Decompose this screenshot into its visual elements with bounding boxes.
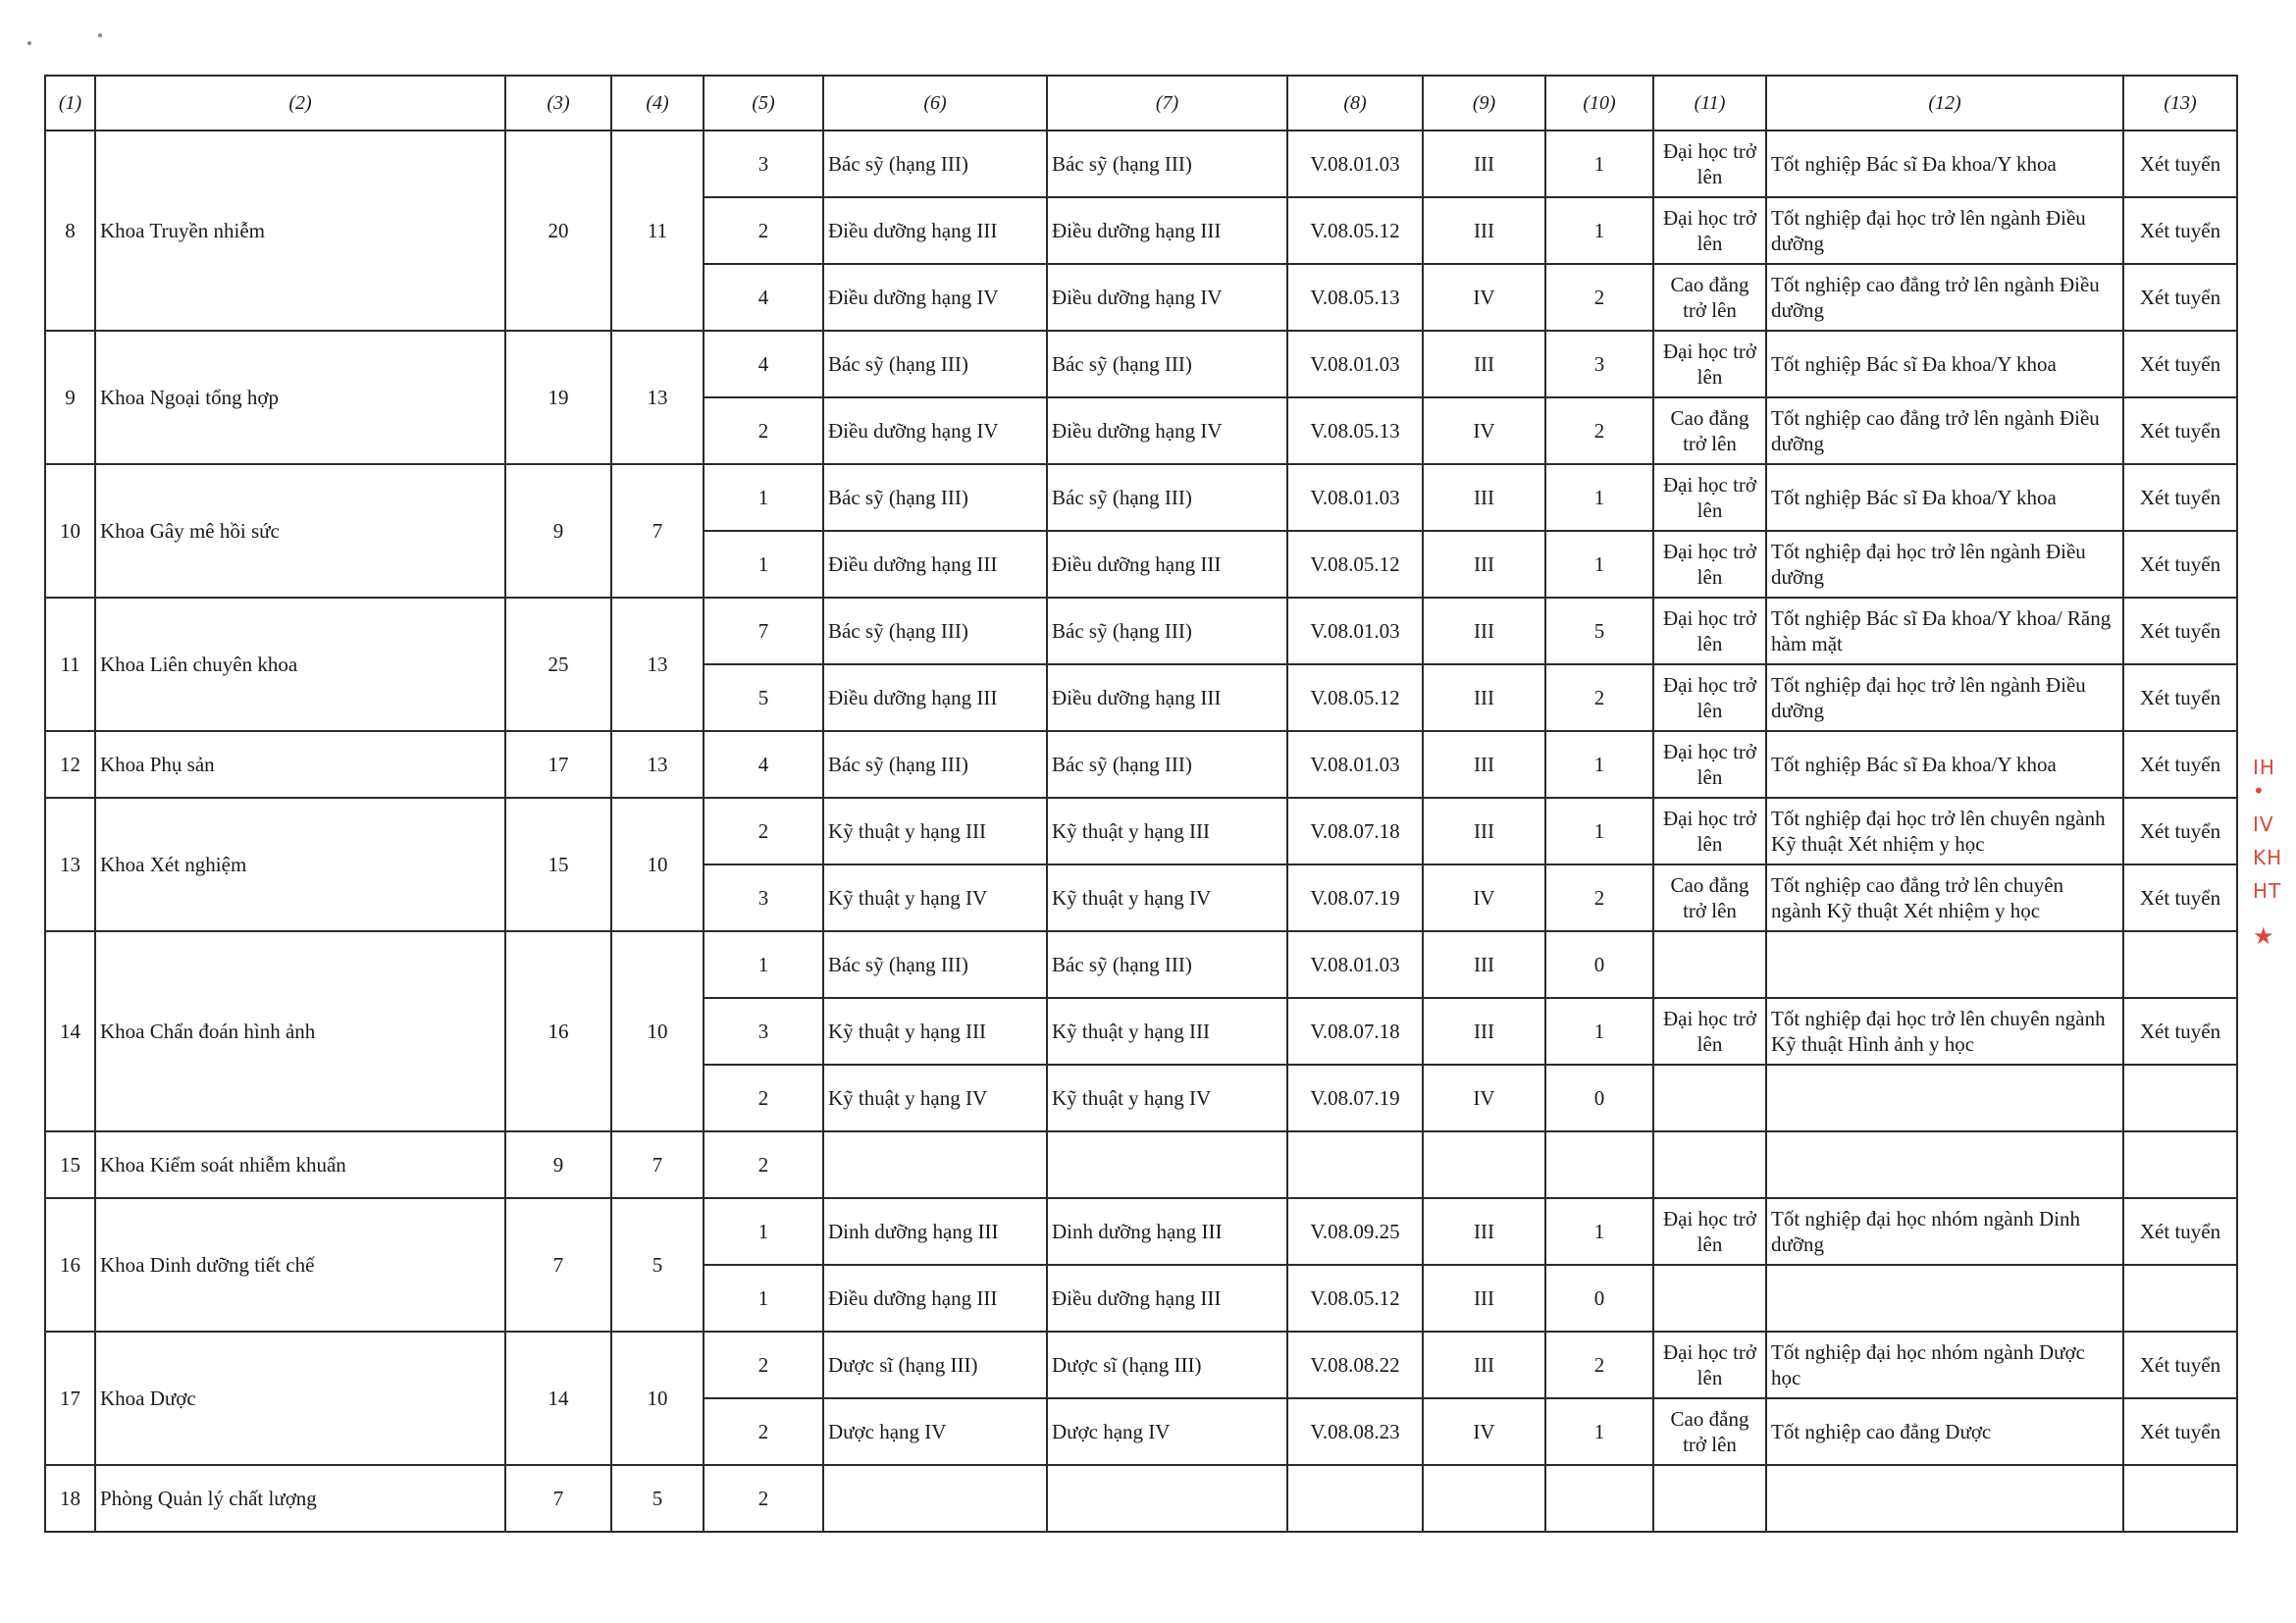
cell-education-level: Đại học trở lên [1653, 1198, 1766, 1265]
cell-rank-title: Điều dưỡng hạng III [1047, 197, 1287, 264]
cell-count: 4 [704, 264, 823, 331]
cell-stt: 13 [45, 798, 95, 931]
cell-requirement: Tốt nghiệp đại học trở lên ngành Điều dưỡng [1766, 531, 2123, 598]
cell-stt: 9 [45, 331, 95, 464]
cell-job-title: Kỹ thuật y hạng IV [823, 864, 1047, 931]
column-header: (9) [1423, 76, 1545, 131]
cell-rank: III [1423, 531, 1545, 598]
cell-method [2123, 1265, 2237, 1332]
cell-rank: III [1423, 1332, 1545, 1398]
cell-requirement: Tốt nghiệp Bác sĩ Đa khoa/Y khoa [1766, 731, 2123, 798]
cell-rank: III [1423, 664, 1545, 731]
cell-count: 1 [704, 931, 823, 998]
cell-rank-title: Điều dưỡng hạng IV [1047, 397, 1287, 464]
cell-need: 2 [1545, 864, 1653, 931]
cell-rank: III [1423, 331, 1545, 397]
cell-count: 1 [704, 1265, 823, 1332]
cell-rank-title: Kỹ thuật y hạng III [1047, 798, 1287, 864]
cell-need: 1 [1545, 197, 1653, 264]
cell-rank-code: V.08.05.12 [1287, 197, 1423, 264]
cell-count: 1 [704, 464, 823, 531]
cell-requirement [1766, 1465, 2123, 1532]
cell-rank-code: V.08.01.03 [1287, 931, 1423, 998]
cell-need: 1 [1545, 998, 1653, 1065]
cell-job-title: Kỹ thuật y hạng IV [823, 1065, 1047, 1131]
cell-education-level [1653, 1465, 1766, 1532]
cell-need: 2 [1545, 664, 1653, 731]
cell-count: 4 [704, 731, 823, 798]
cell-rank: III [1423, 931, 1545, 998]
cell-unit-name: Khoa Gây mê hồi sức [95, 464, 505, 598]
cell-method [2123, 1065, 2237, 1131]
cell-education-level: Cao đẳng trở lên [1653, 397, 1766, 464]
cell-job-title: Bác sỹ (hạng III) [823, 131, 1047, 197]
cell-staff-total: 19 [505, 331, 611, 464]
cell-education-level: Đại học trở lên [1653, 331, 1766, 397]
cell-rank-title: Bác sỹ (hạng III) [1047, 598, 1287, 664]
cell-rank-code: V.08.01.03 [1287, 331, 1423, 397]
cell-unit-name: Khoa Truyền nhiễm [95, 131, 505, 331]
cell-requirement [1766, 1265, 2123, 1332]
cell-method: Xét tuyển [2123, 264, 2237, 331]
cell-method: Xét tuyển [2123, 1398, 2237, 1465]
cell-method: Xét tuyển [2123, 998, 2237, 1065]
cell-requirement [1766, 1065, 2123, 1131]
column-header: (12) [1766, 76, 2123, 131]
cell-requirement: Tốt nghiệp đại học trở lên ngành Điều dưỡng [1766, 664, 2123, 731]
cell-rank-code: V.08.05.12 [1287, 1265, 1423, 1332]
cell-method: Xét tuyển [2123, 798, 2237, 864]
cell-count: 7 [704, 598, 823, 664]
cell-rank-title [1047, 1131, 1287, 1198]
cell-rank: IV [1423, 864, 1545, 931]
cell-need: 2 [1545, 397, 1653, 464]
table-row [45, 798, 2237, 864]
cell-count: 2 [704, 1332, 823, 1398]
cell-education-level: Đại học trở lên [1653, 664, 1766, 731]
scan-speck [98, 33, 102, 37]
column-header: (5) [704, 76, 823, 131]
cell-method: Xét tuyển [2123, 464, 2237, 531]
cell-need: 0 [1545, 1065, 1653, 1131]
column-header: (6) [823, 76, 1047, 131]
cell-education-level: Cao đẳng trở lên [1653, 1398, 1766, 1465]
cell-staff-present: 13 [611, 331, 704, 464]
cell-unit-name: Khoa Liên chuyên khoa [95, 598, 505, 731]
cell-unit-name: Khoa Dinh dưỡng tiết chế [95, 1198, 505, 1332]
cell-count: 2 [704, 197, 823, 264]
cell-rank-title: Điều dưỡng hạng III [1047, 664, 1287, 731]
column-header: (8) [1287, 76, 1423, 131]
cell-rank-title: Dinh dưỡng hạng III [1047, 1198, 1287, 1265]
cell-need: 1 [1545, 798, 1653, 864]
cell-staff-present: 10 [611, 1332, 704, 1465]
cell-unit-name: Khoa Xét nghiệm [95, 798, 505, 931]
cell-rank: III [1423, 1198, 1545, 1265]
stamp-text: HT [2253, 879, 2282, 903]
table-row [45, 931, 2237, 998]
cell-rank-code: V.08.07.18 [1287, 998, 1423, 1065]
cell-education-level [1653, 1131, 1766, 1198]
cell-education-level: Cao đẳng trở lên [1653, 264, 1766, 331]
cell-need: 0 [1545, 931, 1653, 998]
cell-need: 0 [1545, 1265, 1653, 1332]
cell-rank [1423, 1131, 1545, 1198]
cell-need: 2 [1545, 1332, 1653, 1398]
cell-rank-code: V.08.07.18 [1287, 798, 1423, 864]
cell-requirement: Tốt nghiệp Bác sĩ Đa khoa/Y khoa [1766, 331, 2123, 397]
stamp-text: KH [2253, 846, 2283, 869]
cell-rank-title: Điều dưỡng hạng III [1047, 531, 1287, 598]
cell-staff-present: 10 [611, 931, 704, 1131]
cell-need: 1 [1545, 1398, 1653, 1465]
cell-job-title: Điều dưỡng hạng IV [823, 397, 1047, 464]
cell-requirement: Tốt nghiệp đại học nhóm ngành Dược học [1766, 1332, 2123, 1398]
cell-rank: IV [1423, 1065, 1545, 1131]
cell-requirement: Tốt nghiệp cao đẳng trở lên ngành Điều dưỡng [1766, 264, 2123, 331]
cell-job-title: Bác sỹ (hạng III) [823, 331, 1047, 397]
cell-rank-code [1287, 1465, 1423, 1532]
cell-method: Xét tuyển [2123, 331, 2237, 397]
cell-staff-total: 7 [505, 1198, 611, 1332]
cell-staff-total: 17 [505, 731, 611, 798]
cell-requirement: Tốt nghiệp đại học trở lên chuyên ngành Kỹ thuật Xét nhiệm y học [1766, 798, 2123, 864]
cell-staff-present: 5 [611, 1465, 704, 1532]
cell-count: 2 [704, 397, 823, 464]
cell-education-level [1653, 931, 1766, 998]
cell-count: 3 [704, 998, 823, 1065]
cell-rank-code: V.08.07.19 [1287, 864, 1423, 931]
cell-need [1545, 1465, 1653, 1532]
cell-job-title: Bác sỹ (hạng III) [823, 731, 1047, 798]
cell-job-title: Kỹ thuật y hạng III [823, 998, 1047, 1065]
cell-requirement: Tốt nghiệp Bác sĩ Đa khoa/Y khoa [1766, 131, 2123, 197]
cell-method [2123, 1465, 2237, 1532]
cell-requirement: Tốt nghiệp Bác sĩ Đa khoa/Y khoa [1766, 464, 2123, 531]
cell-unit-name: Khoa Kiểm soát nhiễm khuẩn [95, 1131, 505, 1198]
cell-count: 2 [704, 1398, 823, 1465]
cell-rank-code: V.08.05.12 [1287, 531, 1423, 598]
cell-requirement: Tốt nghiệp đại học trở lên ngành Điều dưỡng [1766, 197, 2123, 264]
cell-education-level: Đại học trở lên [1653, 731, 1766, 798]
cell-method: Xét tuyển [2123, 1198, 2237, 1265]
cell-need: 1 [1545, 1198, 1653, 1265]
cell-rank-code: V.08.01.03 [1287, 464, 1423, 531]
cell-staff-total: 20 [505, 131, 611, 331]
cell-requirement: Tốt nghiệp cao đẳng Dược [1766, 1398, 2123, 1465]
cell-need: 1 [1545, 531, 1653, 598]
cell-method: Xét tuyển [2123, 197, 2237, 264]
cell-job-title: Dinh dưỡng hạng III [823, 1198, 1047, 1265]
cell-requirement: Tốt nghiệp cao đẳng trở lên chuyên ngành Kỹ thuật Xét nhiệm y học [1766, 864, 2123, 931]
cell-requirement [1766, 1131, 2123, 1198]
cell-job-title: Điều dưỡng hạng III [823, 1265, 1047, 1332]
cell-job-title: Bác sỹ (hạng III) [823, 598, 1047, 664]
cell-need [1545, 1131, 1653, 1198]
recruitment-table [44, 75, 2238, 1533]
cell-job-title: Dược hạng IV [823, 1398, 1047, 1465]
cell-method: Xét tuyển [2123, 1332, 2237, 1398]
cell-count: 1 [704, 1198, 823, 1265]
cell-education-level [1653, 1265, 1766, 1332]
column-header: (11) [1653, 76, 1766, 131]
stamp-text: IH • [2253, 756, 2275, 803]
table-row [45, 1198, 2237, 1265]
cell-education-level: Đại học trở lên [1653, 197, 1766, 264]
cell-requirement: Tốt nghiệp đại học trở lên chuyên ngành Kỹ thuật Hình ảnh y học [1766, 998, 2123, 1065]
red-seal-stamp [2253, 756, 2292, 1011]
cell-rank-code: V.08.05.13 [1287, 264, 1423, 331]
cell-count: 4 [704, 331, 823, 397]
table-row [45, 464, 2237, 531]
cell-need: 1 [1545, 131, 1653, 197]
cell-count: 3 [704, 131, 823, 197]
cell-education-level: Đại học trở lên [1653, 464, 1766, 531]
column-header: (13) [2123, 76, 2237, 131]
cell-staff-total: 9 [505, 1131, 611, 1198]
cell-job-title: Dược sĩ (hạng III) [823, 1332, 1047, 1398]
cell-need: 3 [1545, 331, 1653, 397]
cell-rank: III [1423, 464, 1545, 531]
cell-requirement: Tốt nghiệp đại học nhóm ngành Dinh dưỡng [1766, 1198, 2123, 1265]
cell-rank-title: Dược sĩ (hạng III) [1047, 1332, 1287, 1398]
table-row [45, 331, 2237, 397]
cell-staff-present: 5 [611, 1198, 704, 1332]
column-header: (10) [1545, 76, 1653, 131]
cell-job-title: Kỹ thuật y hạng III [823, 798, 1047, 864]
cell-education-level: Đại học trở lên [1653, 998, 1766, 1065]
cell-staff-present: 13 [611, 731, 704, 798]
cell-staff-total: 14 [505, 1332, 611, 1465]
cell-job-title: Điều dưỡng hạng III [823, 197, 1047, 264]
cell-rank: III [1423, 998, 1545, 1065]
cell-stt: 12 [45, 731, 95, 798]
cell-staff-present: 7 [611, 1131, 704, 1198]
cell-job-title: Điều dưỡng hạng III [823, 664, 1047, 731]
table-row [45, 598, 2237, 664]
cell-rank-title: Dược hạng IV [1047, 1398, 1287, 1465]
cell-count: 2 [704, 1465, 823, 1532]
cell-method: Xét tuyển [2123, 397, 2237, 464]
cell-rank: III [1423, 1265, 1545, 1332]
header-row [45, 76, 2237, 131]
cell-education-level: Đại học trở lên [1653, 131, 1766, 197]
stamp-text: IV [2253, 812, 2274, 836]
table-row [45, 1465, 2237, 1532]
cell-rank: III [1423, 131, 1545, 197]
cell-staff-total: 7 [505, 1465, 611, 1532]
cell-job-title: Điều dưỡng hạng IV [823, 264, 1047, 331]
cell-requirement [1766, 931, 2123, 998]
cell-rank: III [1423, 731, 1545, 798]
cell-staff-present: 10 [611, 798, 704, 931]
cell-education-level [1653, 1065, 1766, 1131]
cell-staff-total: 16 [505, 931, 611, 1131]
table-row [45, 1332, 2237, 1398]
cell-education-level: Đại học trở lên [1653, 531, 1766, 598]
cell-stt: 8 [45, 131, 95, 331]
cell-rank-code: V.08.05.13 [1287, 397, 1423, 464]
cell-education-level: Đại học trở lên [1653, 598, 1766, 664]
cell-method [2123, 931, 2237, 998]
cell-stt: 11 [45, 598, 95, 731]
cell-unit-name: Khoa Ngoại tổng hợp [95, 331, 505, 464]
cell-count: 2 [704, 1065, 823, 1131]
cell-rank: III [1423, 598, 1545, 664]
scan-speck [27, 41, 31, 45]
cell-unit-name: Phòng Quản lý chất lượng [95, 1465, 505, 1532]
cell-rank-title [1047, 1465, 1287, 1532]
cell-stt: 10 [45, 464, 95, 598]
cell-rank-title: Kỹ thuật y hạng III [1047, 998, 1287, 1065]
cell-rank: III [1423, 798, 1545, 864]
cell-rank-code: V.08.01.03 [1287, 131, 1423, 197]
column-header: (1) [45, 76, 95, 131]
cell-count: 2 [704, 1131, 823, 1198]
cell-rank-title: Kỹ thuật y hạng IV [1047, 864, 1287, 931]
cell-requirement: Tốt nghiệp cao đẳng trở lên ngành Điều dưỡng [1766, 397, 2123, 464]
cell-rank-title: Điều dưỡng hạng III [1047, 1265, 1287, 1332]
cell-job-title [823, 1131, 1047, 1198]
cell-count: 1 [704, 531, 823, 598]
cell-rank-title: Kỹ thuật y hạng IV [1047, 1065, 1287, 1131]
table-row [45, 131, 2237, 197]
cell-rank-code: V.08.07.19 [1287, 1065, 1423, 1131]
cell-method: Xét tuyển [2123, 864, 2237, 931]
cell-method: Xét tuyển [2123, 598, 2237, 664]
cell-stt: 17 [45, 1332, 95, 1465]
column-header: (7) [1047, 76, 1287, 131]
cell-education-level: Đại học trở lên [1653, 798, 1766, 864]
cell-rank: IV [1423, 1398, 1545, 1465]
cell-need: 5 [1545, 598, 1653, 664]
cell-count: 3 [704, 864, 823, 931]
cell-staff-total: 15 [505, 798, 611, 931]
cell-rank-title: Bác sỹ (hạng III) [1047, 331, 1287, 397]
cell-need: 2 [1545, 264, 1653, 331]
cell-rank: IV [1423, 397, 1545, 464]
cell-method: Xét tuyển [2123, 131, 2237, 197]
cell-stt: 18 [45, 1465, 95, 1532]
cell-staff-present: 11 [611, 131, 704, 331]
cell-staff-present: 13 [611, 598, 704, 731]
cell-need: 1 [1545, 464, 1653, 531]
cell-rank-code: V.08.09.25 [1287, 1198, 1423, 1265]
table-row [45, 731, 2237, 798]
cell-staff-present: 7 [611, 464, 704, 598]
cell-rank: IV [1423, 264, 1545, 331]
cell-rank-title: Bác sỹ (hạng III) [1047, 931, 1287, 998]
cell-stt: 16 [45, 1198, 95, 1332]
cell-requirement: Tốt nghiệp Bác sĩ Đa khoa/Y khoa/ Răng hàm mặt [1766, 598, 2123, 664]
cell-need: 1 [1545, 731, 1653, 798]
cell-unit-name: Khoa Dược [95, 1332, 505, 1465]
cell-rank: III [1423, 197, 1545, 264]
cell-rank-code: V.08.01.03 [1287, 598, 1423, 664]
column-header: (4) [611, 76, 704, 131]
cell-unit-name: Khoa Phụ sản [95, 731, 505, 798]
cell-job-title: Bác sỹ (hạng III) [823, 931, 1047, 998]
cell-rank-code [1287, 1131, 1423, 1198]
cell-job-title [823, 1465, 1047, 1532]
cell-rank-code: V.08.01.03 [1287, 731, 1423, 798]
column-header: (3) [505, 76, 611, 131]
cell-method [2123, 1131, 2237, 1198]
cell-method: Xét tuyển [2123, 664, 2237, 731]
cell-stt: 15 [45, 1131, 95, 1198]
cell-rank-title: Điều dưỡng hạng IV [1047, 264, 1287, 331]
table-row [45, 1131, 2237, 1198]
cell-count: 5 [704, 664, 823, 731]
cell-job-title: Điều dưỡng hạng III [823, 531, 1047, 598]
cell-job-title: Bác sỹ (hạng III) [823, 464, 1047, 531]
cell-rank [1423, 1465, 1545, 1532]
cell-method: Xét tuyển [2123, 531, 2237, 598]
cell-rank-title: Bác sỹ (hạng III) [1047, 131, 1287, 197]
cell-education-level: Cao đẳng trở lên [1653, 864, 1766, 931]
cell-unit-name: Khoa Chẩn đoán hình ảnh [95, 931, 505, 1131]
star-icon: ★ [2253, 922, 2275, 950]
table-body [45, 131, 2237, 1532]
cell-count: 2 [704, 798, 823, 864]
cell-rank-title: Bác sỹ (hạng III) [1047, 731, 1287, 798]
cell-method: Xét tuyển [2123, 731, 2237, 798]
cell-staff-total: 9 [505, 464, 611, 598]
cell-rank-code: V.08.08.22 [1287, 1332, 1423, 1398]
column-header: (2) [95, 76, 505, 131]
cell-stt: 14 [45, 931, 95, 1131]
cell-staff-total: 25 [505, 598, 611, 731]
cell-rank-code: V.08.05.12 [1287, 664, 1423, 731]
cell-education-level: Đại học trở lên [1653, 1332, 1766, 1398]
cell-rank-code: V.08.08.23 [1287, 1398, 1423, 1465]
cell-rank-title: Bác sỹ (hạng III) [1047, 464, 1287, 531]
